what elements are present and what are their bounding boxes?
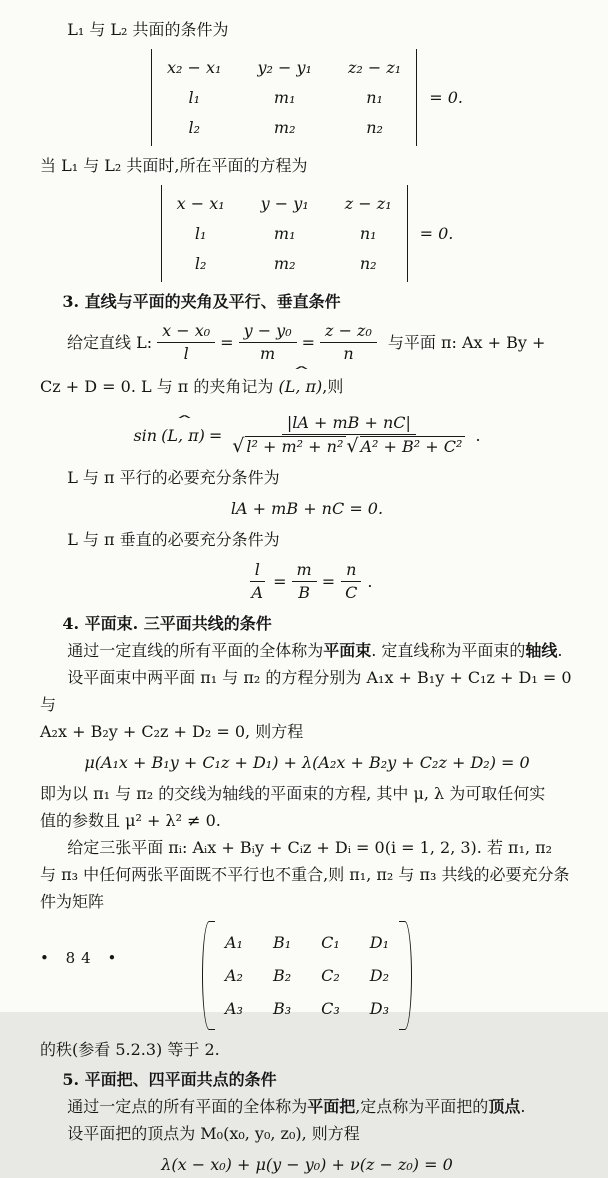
left-paren-icon: [202, 921, 215, 1030]
matrix-cell: A₂: [224, 966, 243, 985]
det-cell: z − z₁: [344, 194, 392, 213]
given-line-suffix: 与平面 π: Ax + By +: [387, 333, 546, 352]
pencil-equation: [40, 749, 574, 776]
fraction-numerator: l: [250, 559, 265, 582]
det-cell: m₂: [273, 118, 296, 137]
radical-icon: √: [232, 435, 245, 457]
sin-label: sin: [133, 425, 158, 445]
parallel-equation: [40, 495, 574, 522]
angle-with-hat: [278, 364, 323, 400]
text-run: 通过一定直线的所有平面的全体称为: [67, 641, 324, 660]
given-line-prefix: 给定直线 L:: [67, 333, 153, 352]
equals-sign: =: [321, 572, 336, 591]
coplanar-determinant-block: [40, 49, 574, 146]
bundle-equation: [40, 1151, 574, 1178]
fraction-numerator: z − z₀: [320, 320, 377, 343]
section-3-heading: 3. 直线与平面的夹角及平行、垂直条件: [62, 292, 341, 311]
matrix-cell: C₁: [321, 933, 340, 952]
bold-term-pencil: 平面束: [323, 641, 372, 660]
bold-term-axis: 轴线: [525, 641, 558, 660]
fraction-numerator: x − x₀: [157, 320, 215, 343]
fraction-numerator: n: [341, 559, 361, 582]
pencil-explanation-line-1: 即为以 π₁ 与 π₂ 的交线为轴线的平面束的方程, 其中 μ, λ 为可取任何实: [40, 784, 546, 803]
rank-line: 的秩(参看 5.2.3) 等于 2.: [40, 1040, 220, 1059]
coefficient-matrix: [202, 921, 412, 1030]
det-cell: y₂ − y₁: [257, 58, 312, 77]
matrix-cell: C₃: [321, 999, 340, 1018]
given-line-row: [40, 320, 574, 365]
matrix-cell: D₃: [369, 999, 390, 1018]
det-cell: x − x₁: [176, 194, 225, 213]
plane-determinant-block: [40, 185, 574, 282]
matrix-cell: B₂: [272, 966, 292, 985]
det-cell: x₂ − x₁: [167, 58, 222, 77]
fraction-mB: [292, 559, 317, 604]
bundle-vertex-line: 设平面把的顶点为 M₀(x₀, y₀, z₀), 则方程: [67, 1124, 360, 1143]
matrix-cell: B₃: [272, 999, 292, 1018]
sin-formula-block: [40, 412, 574, 458]
angle-with-hat: [161, 412, 205, 449]
hat-icon: ˆ: [174, 412, 195, 431]
fraction-denominator: n: [343, 344, 354, 363]
angle-pre-text: Cz + D = 0. L 与 π 的夹角记为: [40, 377, 279, 396]
matrix-cell: D₂: [369, 966, 390, 985]
parallel-equation-text: lA + mB + nC = 0.: [230, 499, 384, 518]
pencil-explanation-line-2: 值的参数且 μ² + λ² ≠ 0.: [40, 811, 221, 830]
section-5-heading: 5. 平面把、四平面共点的条件: [62, 1070, 277, 1089]
matrix-cell: A₃: [224, 999, 243, 1018]
hat-icon: ˆ: [292, 364, 312, 382]
det-equals-zero: = 0.: [419, 224, 454, 243]
text-run: .: [557, 641, 563, 660]
equals-sign: =: [301, 333, 316, 352]
det-cell: m₁: [273, 224, 296, 243]
det-cell: l₂: [194, 254, 207, 273]
pencil-planes-line-2: A₂x + B₂y + C₂z + D₂ = 0, 则方程: [40, 722, 304, 741]
fraction-lA: [247, 559, 269, 604]
coplanar-plane-line: 当 L₁ 与 L₂ 共面时,所在平面的方程为: [40, 156, 308, 175]
matrix-cell: A₁: [224, 933, 243, 952]
formula-period: .: [475, 425, 481, 445]
section-4-heading: 4. 平面束. 三平面共线的条件: [62, 614, 272, 633]
page-number: • 84 •: [40, 949, 123, 967]
equals-sign: =: [220, 333, 234, 352]
det-cell: n₁: [359, 224, 377, 243]
matrix-cell: B₁: [272, 933, 292, 952]
pencil-definition-line: [40, 637, 574, 664]
three-planes-line-1: 给定三张平面 πᵢ: Aᵢx + Bᵢy + Cᵢz + Dᵢ = 0(i = 1, 2, 3). 若 π₁, π₂: [67, 838, 553, 857]
three-planes-line-2: 与 π₃ 中任何两张平面既不平行也不重合,则 π₁, π₂ 与 π₃ 共线的必要充分条: [40, 865, 570, 884]
det-cell: z₂ − z₁: [347, 58, 402, 77]
formula-period: .: [367, 572, 373, 591]
equals-sign: =: [208, 425, 223, 445]
right-paren-icon: [399, 921, 412, 1030]
bold-term-bundle: 平面把: [307, 1097, 356, 1116]
angle-text: (L, π): [278, 377, 323, 396]
radical-icon: √: [346, 435, 359, 457]
text-run: 通过一定点的所有平面的全体称为: [67, 1097, 308, 1116]
det-cell: n₂: [366, 118, 383, 137]
fraction-denominator: B: [298, 583, 310, 602]
determinant-coplanar: [151, 49, 417, 146]
fraction-denominator: C: [345, 583, 358, 602]
text-run: . 定直线称为平面束的: [371, 641, 526, 660]
perpendicular-equation: [40, 559, 574, 604]
parallel-condition-line: L 与 π 平行的必要充分条件为: [67, 468, 280, 487]
pencil-planes-line-1: 设平面束中两平面 π₁ 与 π₂ 的方程分别为 A₁x + B₁y + C₁z + D₁ = 0 与: [40, 668, 572, 714]
sin-denominator: [227, 435, 470, 458]
sin-numerator: |lA + mB + nC|: [282, 412, 416, 435]
three-planes-line-3: 件为矩阵: [40, 892, 105, 911]
determinant-plane: [161, 185, 408, 282]
det-cell: n₁: [366, 88, 383, 107]
sin-fraction: [227, 412, 470, 458]
text-run: ,定点称为平面把的: [355, 1097, 489, 1116]
perpendicular-condition-line: L 与 π 垂直的必要充分条件为: [67, 530, 280, 549]
det-equals-zero: = 0.: [429, 88, 463, 107]
fraction-denominator: A: [251, 583, 264, 602]
radicand: l² + m² + n²: [245, 436, 346, 456]
matrix-cell: D₁: [369, 933, 390, 952]
fraction-z: [320, 320, 377, 365]
fraction-denominator: m: [260, 344, 276, 363]
det-cell: l₂: [188, 118, 200, 137]
equals-sign: =: [273, 572, 287, 591]
det-cell: l₁: [188, 88, 200, 107]
angle-text: (L, π): [161, 425, 205, 445]
fraction-denominator: l: [183, 344, 189, 363]
bundle-equation-text: λ(x − x₀) + μ(y − y₀) + ν(z − z₀) = 0: [161, 1155, 453, 1174]
bold-term-vertex: 顶点: [488, 1097, 521, 1116]
angle-post-text: ,则: [322, 377, 344, 396]
radicand: A² + B² + C²: [360, 436, 466, 456]
fraction-numerator: m: [292, 559, 317, 582]
det-cell: m₁: [273, 88, 296, 107]
fraction-x: [157, 320, 215, 365]
det-cell: l₁: [194, 224, 207, 243]
coplanar-intro-line: L₁ 与 L₂ 共面的条件为: [67, 20, 229, 39]
fraction-numerator: y − y₀: [239, 320, 297, 343]
coefficient-matrix-block: [40, 921, 574, 1030]
bundle-definition-line: [40, 1093, 574, 1120]
pencil-equation-text: μ(A₁x + B₁y + C₁z + D₁) + λ(A₂x + B₂y + C₂z + D₂) = 0: [84, 753, 530, 772]
fraction-nC: [340, 559, 362, 604]
angle-notation-line: [40, 364, 574, 400]
matrix-grid: [223, 921, 391, 1030]
det-cell: y − y₁: [260, 194, 309, 213]
matrix-cell: C₂: [321, 966, 340, 985]
det-cell: n₂: [359, 254, 377, 273]
text-run: .: [520, 1097, 526, 1116]
det-cell: m₂: [273, 254, 296, 273]
fraction-y: [239, 320, 297, 365]
